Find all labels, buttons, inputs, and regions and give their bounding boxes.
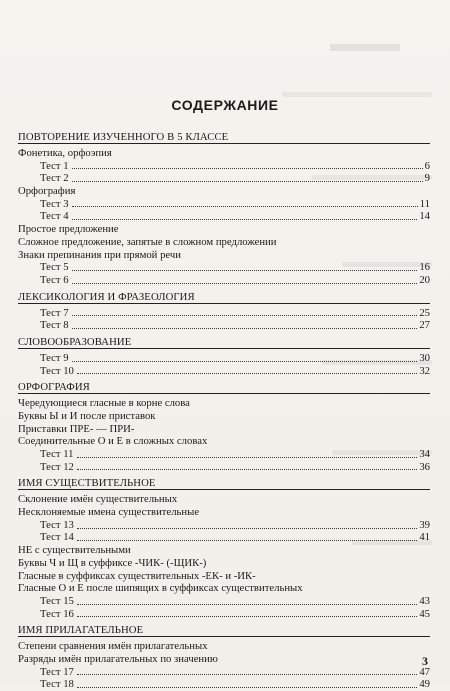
- toc-entry-label: Тест 7: [40, 306, 69, 319]
- toc-entry-page: 49: [419, 678, 430, 691]
- dot-leader: [77, 616, 417, 617]
- dot-leader: [77, 674, 417, 675]
- toc-entry: [18, 210, 430, 223]
- toc-topic: Буквы Ы и И после приставок: [18, 410, 156, 422]
- toc-entry: [18, 160, 430, 173]
- dot-leader: [77, 604, 417, 605]
- toc-entry-label: Тест 5: [40, 261, 69, 274]
- toc-topic: Знаки препинания при прямой речи: [18, 248, 181, 261]
- dot-leader: [72, 328, 418, 329]
- toc-entry-label: Тест 8: [40, 319, 69, 332]
- toc-entry-page: 11: [419, 197, 430, 210]
- toc-topic: Орфография: [18, 185, 76, 198]
- toc-topic: Соединительные О и Е в сложных словах: [18, 435, 208, 448]
- show-through-header: [330, 44, 400, 51]
- toc-entry-page: 9: [424, 172, 430, 185]
- toc-entry-label: Тест 6: [40, 273, 69, 286]
- toc-entry: [18, 519, 430, 532]
- toc-topic: Простое предложение: [18, 223, 119, 236]
- section-heading: ОРФОГРАФИЯ: [18, 381, 430, 394]
- dot-leader: [77, 457, 418, 458]
- toc-entry: [18, 608, 430, 621]
- dot-leader: [72, 219, 418, 220]
- section-heading: ИМЯ ПРИЛАГАТЕЛЬНОЕ: [18, 624, 430, 637]
- toc-topic: Гласные в суффиксах существительных -ЕК- и -ИК-: [18, 569, 256, 582]
- toc-entry-page: 27: [419, 319, 430, 332]
- toc-entry-page: 41: [419, 531, 430, 544]
- toc-topic: Буквы Ч и Щ в суффиксе -ЧИК- (-ЩИК-): [18, 556, 207, 569]
- toc-topic: Несклоняемые имена существительные: [18, 506, 200, 519]
- toc-entry: [18, 198, 430, 211]
- toc-entry-label: Тест 12: [40, 460, 74, 473]
- table-of-contents: [18, 131, 430, 691]
- toc-topic: Чередующиеся гласные в корне слова: [18, 397, 190, 410]
- toc-entry-label: Тест 13: [40, 518, 74, 531]
- toc-entry-page: 32: [419, 364, 430, 377]
- dot-leader: [72, 270, 418, 271]
- section-heading: ПОВТОРЕНИЕ ИЗУЧЕННОГО В 5 КЛАССЕ: [18, 131, 430, 144]
- toc-entry-page: 34: [419, 448, 430, 461]
- toc-entry: [18, 274, 430, 287]
- toc-entry: [18, 532, 430, 545]
- toc-entry-page: 30: [419, 351, 430, 364]
- toc-entry-label: Тест 2: [40, 172, 69, 185]
- toc-entry: [18, 172, 430, 185]
- toc-entry-label: Тест 18: [40, 678, 74, 691]
- toc-entry-page: 20: [419, 273, 430, 286]
- toc-entry-label: Тест 3: [40, 197, 69, 210]
- dot-leader: [72, 283, 418, 284]
- page-number: 3: [422, 654, 428, 668]
- section-heading: ИМЯ СУЩЕСТВИТЕЛЬНОЕ: [18, 477, 430, 490]
- dot-leader: [72, 168, 423, 169]
- toc-entry-page: 6: [424, 159, 430, 172]
- dot-leader: [77, 687, 417, 688]
- toc-entry: [18, 365, 430, 378]
- dot-leader: [77, 528, 417, 529]
- toc-entry: [18, 448, 430, 461]
- toc-entry-page: 16: [419, 261, 430, 274]
- dot-leader: [77, 540, 417, 541]
- toc-entry-label: Тест 16: [40, 607, 74, 620]
- page-title: СОДЕРЖАНИЕ: [171, 97, 279, 113]
- toc-topic: Степени сравнения имён прилагательных: [18, 640, 208, 653]
- dot-leader: [72, 315, 418, 316]
- dot-leader: [72, 361, 418, 362]
- toc-topic: Склонение имён существительных: [18, 493, 178, 506]
- dot-leader: [72, 181, 423, 182]
- toc-entry: [18, 307, 430, 320]
- toc-entry-label: Тест 9: [40, 351, 69, 364]
- dot-leader: [77, 373, 417, 374]
- toc-topic: Гласные О и Е после шипящих в суффиксах существительных: [18, 582, 303, 595]
- toc-topic: НЕ с существительными: [18, 544, 131, 557]
- toc-entry-page: 47: [419, 665, 430, 678]
- toc-entry-page: 45: [419, 607, 430, 620]
- section-heading: СЛОВООБРАЗОВАНИЕ: [18, 336, 430, 349]
- toc-topic: Разряды имён прилагательных по значению: [18, 653, 218, 665]
- toc-entry-page: 43: [419, 594, 430, 607]
- toc-entry: [18, 319, 430, 332]
- toc-entry: [18, 678, 430, 691]
- toc-entry-page: 14: [419, 210, 430, 223]
- toc-topic: Приставки ПРЕ- — ПРИ-: [18, 422, 135, 435]
- toc-entry-label: Тест 17: [40, 665, 74, 678]
- toc-entry-page: 25: [419, 306, 430, 319]
- toc-entry-label: Тест 11: [40, 448, 74, 461]
- section-heading: ЛЕКСИКОЛОГИЯ И ФРАЗЕОЛОГИЯ: [18, 291, 430, 304]
- toc-entry-label: Тест 1: [40, 159, 69, 172]
- toc-entry-label: Тест 10: [40, 364, 74, 377]
- dot-leader: [77, 469, 417, 470]
- dot-leader: [72, 206, 418, 207]
- toc-entry-label: Тест 14: [40, 531, 74, 544]
- toc-topic: Сложное предложение, запятые в сложном предложении: [18, 235, 277, 248]
- toc-entry: [18, 461, 430, 474]
- toc-topic: Фонетика, орфоэпия: [18, 147, 112, 159]
- toc-entry: [18, 666, 430, 679]
- toc-entry: [18, 352, 430, 365]
- toc-entry: [18, 261, 430, 274]
- toc-entry-page: 36: [419, 460, 430, 473]
- toc-entry: [18, 595, 430, 608]
- toc-entry-page: 39: [419, 518, 430, 531]
- toc-entry-label: Тест 15: [40, 594, 74, 607]
- toc-entry-label: Тест 4: [40, 210, 69, 223]
